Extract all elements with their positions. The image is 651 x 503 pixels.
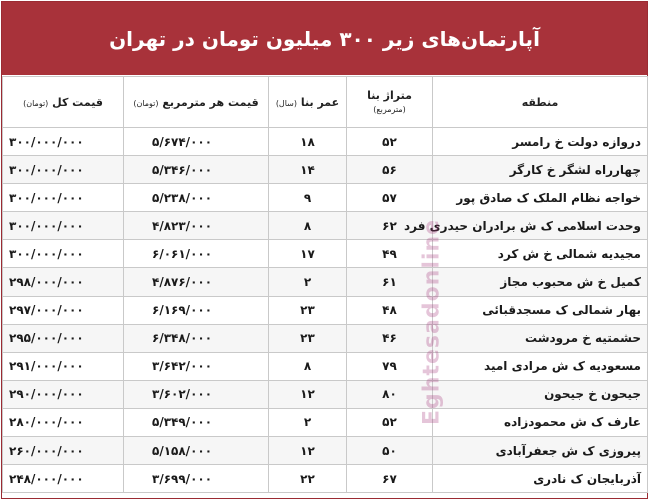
table-title: آپارتمان‌های زیر ۳۰۰ میلیون تومان در تهران [2,2,647,76]
cell-price-per-meter: ۳/۶۰۲/۰۰۰ [124,380,269,408]
cell-total-price: ۲۸۰/۰۰۰/۰۰۰ [3,408,124,436]
header-row [3,77,648,128]
cell-price-per-meter: ۳/۶۴۲/۰۰۰ [124,352,269,380]
cell-region: چهارراه لشگر خ کارگر [433,156,648,184]
cell-area: ۴۹ [347,240,433,268]
table-row [3,184,648,212]
header-price-per-meter: قیمت هر مترمربع (تومان) [124,77,269,128]
table-row [3,296,648,324]
cell-age: ۹ [269,184,347,212]
cell-age: ۸ [269,212,347,240]
cell-area: ۵۶ [347,156,433,184]
cell-age: ۱۷ [269,240,347,268]
table-row [3,380,648,408]
cell-total-price: ۳۰۰/۰۰۰/۰۰۰ [3,212,124,240]
cell-region: وحدت اسلامی ک ش برادران حیدری فرد [433,212,648,240]
cell-age: ۲ [269,268,347,296]
cell-total-price: ۳۰۰/۰۰۰/۰۰۰ [3,184,124,212]
cell-price-per-meter: ۵/۳۴۶/۰۰۰ [124,156,269,184]
cell-total-price: ۲۴۸/۰۰۰/۰۰۰ [3,465,124,493]
cell-total-price: ۳۰۰/۰۰۰/۰۰۰ [3,156,124,184]
cell-region: حشمتیه خ مرودشت [433,324,648,352]
header-area: متراژ بنا (مترمربع) [347,77,433,128]
cell-age: ۲۳ [269,324,347,352]
cell-price-per-meter: ۵/۶۷۴/۰۰۰ [124,128,269,156]
cell-age: ۲ [269,408,347,436]
cell-price-per-meter: ۵/۱۵۸/۰۰۰ [124,437,269,465]
cell-total-price: ۳۰۰/۰۰۰/۰۰۰ [3,240,124,268]
cell-age: ۱۴ [269,156,347,184]
cell-region: کمیل خ ش محبوب مجاز [433,268,648,296]
cell-region: دروازه دولت خ رامسر [433,128,648,156]
cell-age: ۱۲ [269,437,347,465]
cell-price-per-meter: ۳/۶۹۹/۰۰۰ [124,465,269,493]
cell-area: ۴۸ [347,296,433,324]
cell-age: ۲۲ [269,465,347,493]
cell-total-price: ۲۹۰/۰۰۰/۰۰۰ [3,380,124,408]
header-total-price: قیمت کل (تومان) [3,77,124,128]
table-row [3,465,648,493]
table-row [3,212,648,240]
apartment-table [2,76,648,493]
listing-table-card [1,1,648,499]
cell-region: پیروزی ک ش جعفرآبادی [433,437,648,465]
cell-region: آذربایجان ک نادری [433,465,648,493]
table-row [3,324,648,352]
cell-age: ۲۳ [269,296,347,324]
cell-price-per-meter: ۵/۳۴۹/۰۰۰ [124,408,269,436]
cell-region: عارف ک ش محمودزاده [433,408,648,436]
cell-price-per-meter: ۶/۱۶۹/۰۰۰ [124,296,269,324]
cell-area: ۸۰ [347,380,433,408]
header-age: عمر بنا (سال) [269,77,347,128]
cell-region: خواجه نظام الملک ک صادق پور [433,184,648,212]
table-row [3,128,648,156]
cell-area: ۶۷ [347,465,433,493]
cell-area: ۵۲ [347,128,433,156]
cell-region: مجیدیه شمالی خ ش کرد [433,240,648,268]
cell-region: جیحون خ جیحون [433,380,648,408]
cell-area: ۴۶ [347,324,433,352]
table-row [3,352,648,380]
cell-age: ۸ [269,352,347,380]
table-row [3,408,648,436]
table-row [3,240,648,268]
header-region: منطقه [433,77,648,128]
table-row [3,156,648,184]
cell-total-price: ۲۹۸/۰۰۰/۰۰۰ [3,268,124,296]
cell-price-per-meter: ۴/۸۲۳/۰۰۰ [124,212,269,240]
cell-age: ۱۸ [269,128,347,156]
cell-area: ۶۱ [347,268,433,296]
cell-region: مسعودیه ک ش مرادی امید [433,352,648,380]
cell-total-price: ۳۰۰/۰۰۰/۰۰۰ [3,128,124,156]
cell-area: ۵۲ [347,408,433,436]
cell-area: ۵۰ [347,437,433,465]
cell-total-price: ۲۹۱/۰۰۰/۰۰۰ [3,352,124,380]
cell-total-price: ۲۶۰/۰۰۰/۰۰۰ [3,437,124,465]
cell-price-per-meter: ۶/۰۶۱/۰۰۰ [124,240,269,268]
cell-area: ۷۹ [347,352,433,380]
cell-price-per-meter: ۵/۲۳۸/۰۰۰ [124,184,269,212]
table-row [3,268,648,296]
cell-price-per-meter: ۴/۸۷۶/۰۰۰ [124,268,269,296]
cell-region: بهار شمالی ک مسجدقبائی [433,296,648,324]
cell-area: ۶۲ [347,212,433,240]
cell-area: ۵۷ [347,184,433,212]
cell-price-per-meter: ۶/۳۴۸/۰۰۰ [124,324,269,352]
watermark-logo: Eghtesadonline [419,219,445,426]
cell-age: ۱۲ [269,380,347,408]
cell-total-price: ۲۹۷/۰۰۰/۰۰۰ [3,296,124,324]
table-row [3,437,648,465]
cell-total-price: ۲۹۵/۰۰۰/۰۰۰ [3,324,124,352]
